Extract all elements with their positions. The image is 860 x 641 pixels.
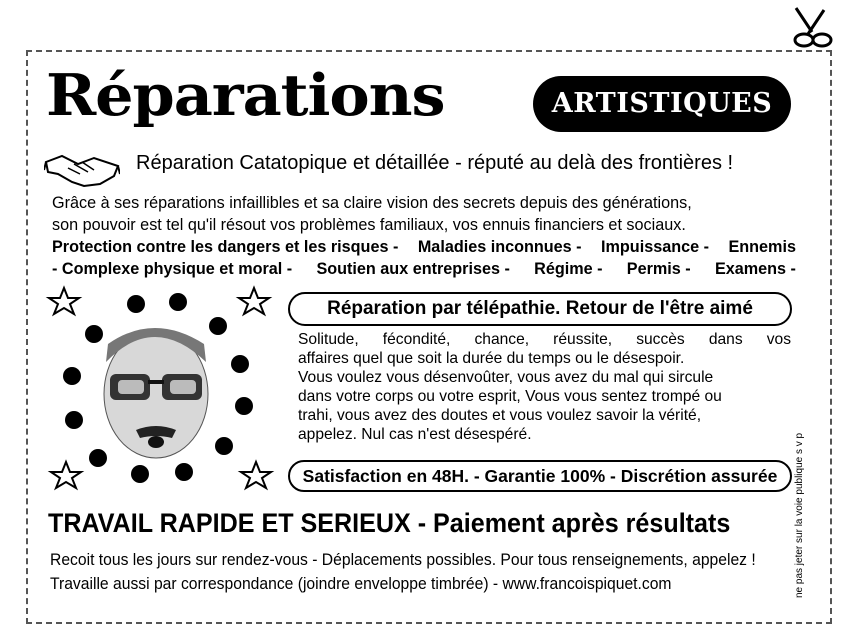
- service-item: Impuissance -: [601, 238, 709, 256]
- services-line: [52, 236, 796, 258]
- body-line: [298, 330, 791, 349]
- zodiac-sign-icon: [231, 355, 249, 373]
- footer-line: Travaille aussi par correspondance (joindre enveloppe timbrée) - www.francoispiquet.com: [50, 575, 672, 593]
- word: réussite,: [553, 331, 613, 348]
- subtitle: Réparation Catatopique et détaillée - réputé au delà des frontières !: [136, 152, 734, 174]
- zodiac-sign-icon: [63, 367, 81, 385]
- zodiac-sign-icon: [65, 411, 83, 429]
- body-line: affaires quel que soit la durée du temps ou le désespoir.: [298, 350, 685, 367]
- service-item: Permis -: [626, 260, 691, 278]
- word: Solitude,: [298, 331, 359, 348]
- word: chance,: [474, 331, 530, 348]
- intro-line: Grâce à ses réparations infaillibles et sa claire vision des secrets depuis des générations,: [52, 194, 692, 212]
- body-line: trahi, vous avez des doutes et vous voulez savoir la vérité,: [298, 407, 702, 424]
- guarantee-banner: Satisfaction en 48H. - Garantie 100% - Discrétion assurée: [288, 460, 792, 492]
- zodiac-sign-icon: [235, 397, 253, 415]
- side-note: ne pas jeter sur la voie publique s v p: [794, 432, 805, 598]
- zodiac-sign-icon: [127, 295, 145, 313]
- word: dans: [708, 331, 743, 348]
- scissors-icon: [782, 6, 838, 50]
- star-icon: [239, 288, 269, 314]
- star-icon: [51, 462, 81, 488]
- star-icon: [49, 288, 79, 314]
- word: succès: [636, 331, 685, 348]
- word: vos: [766, 331, 791, 348]
- zodiac-sign-icon: [89, 449, 107, 467]
- service-item: Examens -: [714, 260, 796, 278]
- service-item: Soutien aux entreprises -: [316, 260, 510, 278]
- zodiac-sign-icon: [209, 317, 227, 335]
- body-paragraph: [298, 330, 791, 444]
- zodiac-sign-icon: [175, 463, 193, 481]
- handshake-icon: [44, 148, 120, 190]
- body-line: dans votre corps ou votre esprit, Vous vous sentez trompé ou: [298, 388, 722, 405]
- body-line: Vous voulez vous désenvoûter, vous avez du mal qui sircule: [298, 369, 714, 386]
- service-item: Régime -: [534, 260, 603, 278]
- headline: TRAVAIL RAPIDE ET SERIEUX - Paiement après résultats: [48, 508, 731, 538]
- word: fécondité,: [382, 331, 451, 348]
- zodiac-sign-icon: [169, 293, 187, 311]
- portrait-photo: [104, 328, 208, 458]
- service-item: Maladies inconnues -: [417, 238, 582, 256]
- service-item: Protection contre les dangers et les risques -: [52, 238, 399, 256]
- intro-line: son pouvoir est tel qu'il résout vos problèmes familiaux, vos ennuis financiers et sociaux.: [52, 216, 686, 234]
- zodiac-portrait-illustration: [44, 282, 276, 496]
- telepathy-banner: Réparation par télépathie. Retour de l'être aimé: [288, 292, 792, 326]
- body-line: appelez. Nul cas n'est désespéré.: [298, 426, 532, 443]
- star-icon: [241, 462, 271, 488]
- footer-text: [50, 548, 756, 596]
- services-line: [52, 258, 796, 280]
- page-title: Réparations: [46, 62, 445, 129]
- artistiques-badge: ARTISTIQUES: [533, 76, 791, 132]
- intro-paragraph: [52, 192, 796, 280]
- zodiac-sign-icon: [215, 437, 233, 455]
- service-item: Ennemis: [728, 238, 796, 256]
- zodiac-sign-icon: [85, 325, 103, 343]
- service-item: - Complexe physique et moral -: [52, 260, 293, 278]
- footer-line: Recoit tous les jours sur rendez-vous - Déplacements possibles. Pour tous renseignements, appelez !: [50, 551, 756, 569]
- zodiac-sign-icon: [131, 465, 149, 483]
